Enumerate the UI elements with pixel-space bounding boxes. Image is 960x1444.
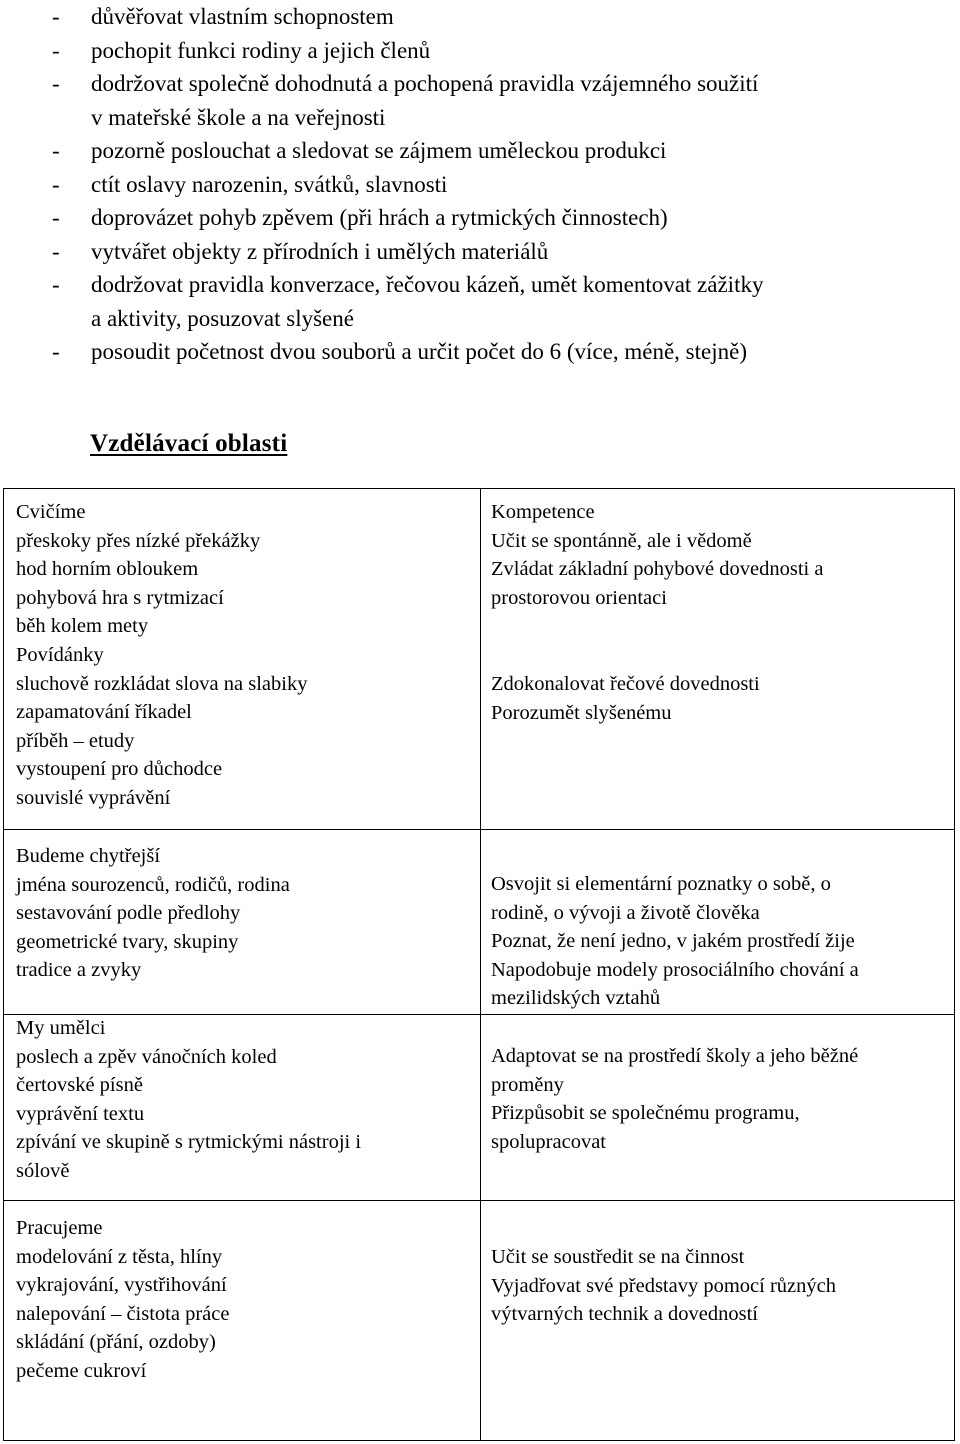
list-dash: -: [52, 205, 60, 230]
table-cell-activities: Pracujeme modelování z těsta, hlíny vykrajování, vystřihování nalepování – čistota práce skládání (přání, ozdoby) pečeme cukroví: [16, 1217, 230, 1382]
row-divider: [4, 829, 954, 830]
list-item: - posoudit početnost dvou souborů a určit počet do 6 (více, méně, stejně): [52, 335, 952, 369]
list-dash: -: [52, 138, 60, 163]
table-cell-competences: Osvojit si elementární poznatky o sobě, o rodině, o vývoji a životě člověka Poznat, že není jedno, v jakém prostředí žije Napodobuje modely prosociálního chování a mezilidských vztahů: [491, 873, 859, 1010]
table-cell-competences: Adaptovat se na prostředí školy a jeho běžné proměny Přizpůsobit se společnému programu, spolupracovat: [491, 1045, 859, 1153]
table-cell-activities: Cvičíme přeskoky přes nízké překážky hod horním obloukem pohybová hra s rytmizací běh kolem mety Povídánky sluchově rozkládat slova na slabiky zapamatování říkadel příběh – etudy vystoupení pro důchodce souvislé vyprávění: [16, 501, 308, 809]
list-item: - doprovázet pohyb zpěvem (při hrách a rytmických činnostech): [52, 201, 952, 235]
list-item: - dodržovat pravidla konverzace, řečovou kázeň, umět komentovat zážitky a aktivity, posuzovat slyšené: [52, 268, 952, 335]
list-dash: -: [52, 238, 60, 264]
list-dash: -: [52, 339, 60, 364]
list-item: - dodržovat společně dohodnutá a pochopená pravidla vzájemného soužití v mateřské škole a na veřejnosti: [52, 67, 952, 134]
section-title: Vzdělávací oblasti: [90, 430, 288, 457]
table-cell-activities: Budeme chytřejší jména sourozenců, rodičů, rodina sestavování podle předlohy geometrické tvary, skupiny tradice a zvyky: [16, 845, 290, 982]
list-item: - pozorně poslouchat a sledovat se zájmem uměleckou produkci: [52, 134, 952, 168]
column-divider: [480, 489, 481, 1440]
table-cell-competences: Učit se soustředit se na činnost Vyjadřovat své představy pomocí různých výtvarných technik a dovedností: [491, 1246, 836, 1326]
list-item: - vytvářet objekty z přírodních i umělých materiálů: [52, 235, 952, 269]
list-item: - pochopit funkci rodiny a jejich členů: [52, 34, 952, 68]
table-cell-activities: My umělci poslech a zpěv vánočních koled čertovské písně vyprávění textu zpívání ve skupině s rytmickými nástroji i sólově: [16, 1017, 362, 1182]
list-dash: -: [52, 4, 60, 29]
goals-list: [52, 0, 952, 369]
education-areas-table: [3, 488, 955, 1441]
list-dash: -: [52, 37, 60, 63]
list-dash: -: [52, 171, 60, 197]
list-item: - důvěřovat vlastním schopnostem: [52, 0, 952, 34]
table-cell-competences: Zdokonalovat řečové dovednosti Porozumět slyšenému: [491, 673, 760, 724]
table-cell-competences: Kompetence Učit se spontánně, ale i vědomě Zvládat základní pohybové dovednosti a prostorovou orientaci: [491, 501, 824, 609]
list-dash: -: [52, 272, 60, 297]
list-item: - ctít oslavy narozenin, svátků, slavnosti: [52, 168, 952, 202]
list-dash: -: [52, 71, 60, 96]
row-divider: [4, 1200, 954, 1201]
